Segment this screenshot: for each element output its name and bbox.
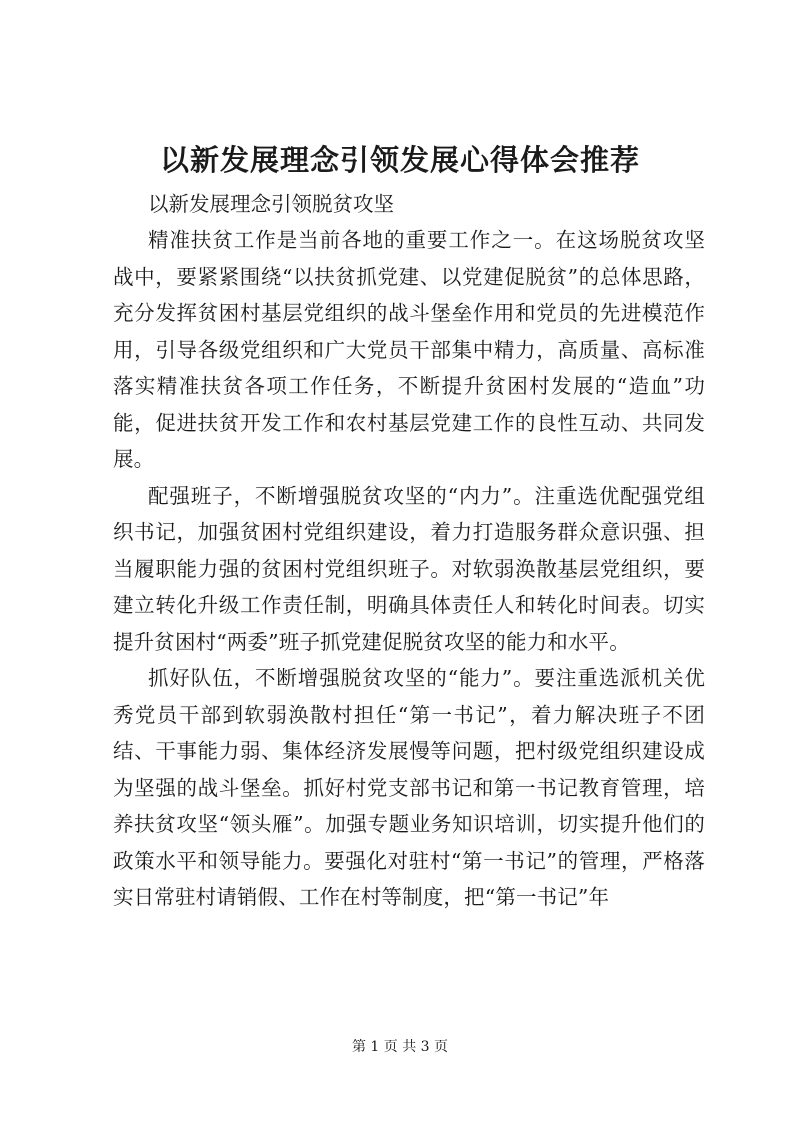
- paragraph-1: 精准扶贫工作是当前各地的重要工作之一。在这场脱贫攻坚战中，要紧紧围绕“以扶贫抓党建、以党建促脱贫”的总体思路，充分发挥贫困村基层党组织的战斗堡垒作用和党员的先进模范作用，引导各级党组织和广大党员干部集中精力，高质量、高标准落实精准扶贫各项工作任务，不断提升贫困村发展的“造血”功能，促进扶贫开发工作和农村基层党建工作的良性互动、共同发展。: [113, 228, 705, 471]
- paragraph-3: 抓好队伍，不断增强脱贫攻坚的“能力”。要注重选派机关优秀党员干部到软弱涣散村担任“第一书记”，着力解决班子不团结、干事能力弱、集体经济发展慢等问题，把村级党组织建设成为坚强的战斗堡垒。抓好村党支部书记和第一书记教育管理，培养扶贫攻坚“领头雁”。加强专题业务知识培训，切实提升他们的政策水平和领导能力。要强化对驻村“第一书记”的管理，严格落实日常驻村请销假、工作在村等制度，把“第一书记”年: [113, 666, 705, 909]
- document-subtitle: 以新发展理念引领脱贫攻坚: [148, 192, 394, 216]
- document-body: [113, 222, 705, 916]
- paragraph-2: 配强班子，不断增强脱贫攻坚的“内力”。注重选优配强党组织书记，加强贫困村党组织建设，着力打造服务群众意识强、担当履职能力强的贫困村党组织班子。对软弱涣散基层党组织，要建立转化升级工作责任制，明确具体责任人和转化时间表。切实提升贫困村“两委”班子抓党建促脱贫攻坚的能力和水平。: [113, 483, 705, 654]
- document-title: 以新发展理念引领发展心得体会推荐: [159, 143, 640, 177]
- page-footer: 第 1 页 共 3 页: [351, 1039, 449, 1055]
